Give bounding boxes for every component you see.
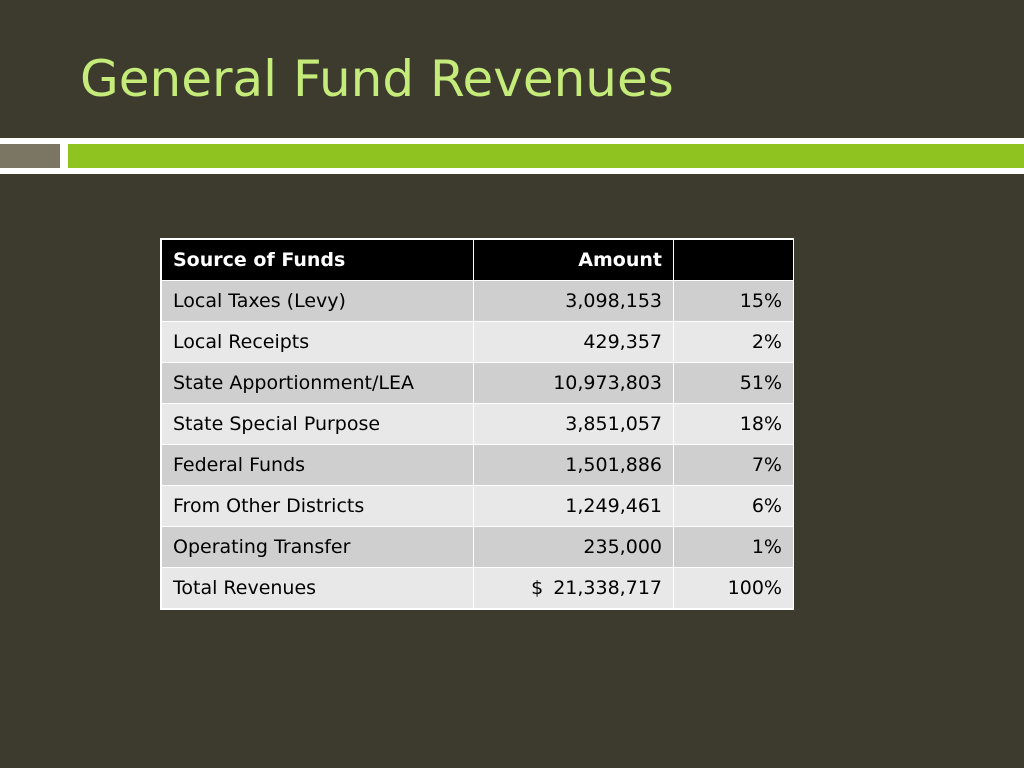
amount-cell: [474, 322, 674, 363]
amount-cell: [474, 445, 674, 486]
percent-cell: 7%: [674, 445, 794, 486]
amount-value: 10,973,803: [553, 372, 662, 394]
percent-cell: 18%: [674, 404, 794, 445]
currency-symbol: $: [531, 577, 544, 599]
header-percent: [674, 240, 794, 281]
table-header-row: [162, 240, 794, 281]
revenue-table-container: [160, 238, 794, 610]
table-row: [162, 527, 794, 568]
table-row: [162, 445, 794, 486]
amount-cell: [474, 281, 674, 322]
source-cell: Local Receipts: [162, 322, 474, 363]
source-cell: Operating Transfer: [162, 527, 474, 568]
title-divider: [0, 138, 1024, 174]
source-cell: Total Revenues: [162, 568, 474, 609]
amount-cell: [474, 486, 674, 527]
source-cell: Federal Funds: [162, 445, 474, 486]
source-cell: State Special Purpose: [162, 404, 474, 445]
amount-value: 235,000: [583, 536, 662, 558]
source-cell: From Other Districts: [162, 486, 474, 527]
table-row: [162, 486, 794, 527]
revenue-table: [161, 239, 794, 609]
slide-title: General Fund Revenues: [80, 50, 674, 108]
amount-cell: [474, 363, 674, 404]
percent-cell: 1%: [674, 527, 794, 568]
table-row: [162, 404, 794, 445]
divider-gray-block: [0, 144, 60, 168]
amount-value: 3,851,057: [565, 413, 662, 435]
table-row: [162, 281, 794, 322]
table-row: [162, 363, 794, 404]
table-row: [162, 322, 794, 363]
amount-value: 1,501,886: [565, 454, 662, 476]
amount-cell: [474, 568, 674, 609]
header-amount: Amount: [474, 240, 674, 281]
amount-value: 21,338,717: [553, 577, 662, 599]
percent-cell: 6%: [674, 486, 794, 527]
header-source: Source of Funds: [162, 240, 474, 281]
percent-cell: 15%: [674, 281, 794, 322]
divider-green-bar: [68, 144, 1024, 168]
source-cell: Local Taxes (Levy): [162, 281, 474, 322]
amount-value: 3,098,153: [565, 290, 662, 312]
amount-value: 1,249,461: [565, 495, 662, 517]
source-cell: State Apportionment/LEA: [162, 363, 474, 404]
amount-cell: [474, 404, 674, 445]
amount-value: 429,357: [583, 331, 662, 353]
amount-cell: [474, 527, 674, 568]
percent-cell: 100%: [674, 568, 794, 609]
table-row-total: [162, 568, 794, 609]
percent-cell: 51%: [674, 363, 794, 404]
percent-cell: 2%: [674, 322, 794, 363]
